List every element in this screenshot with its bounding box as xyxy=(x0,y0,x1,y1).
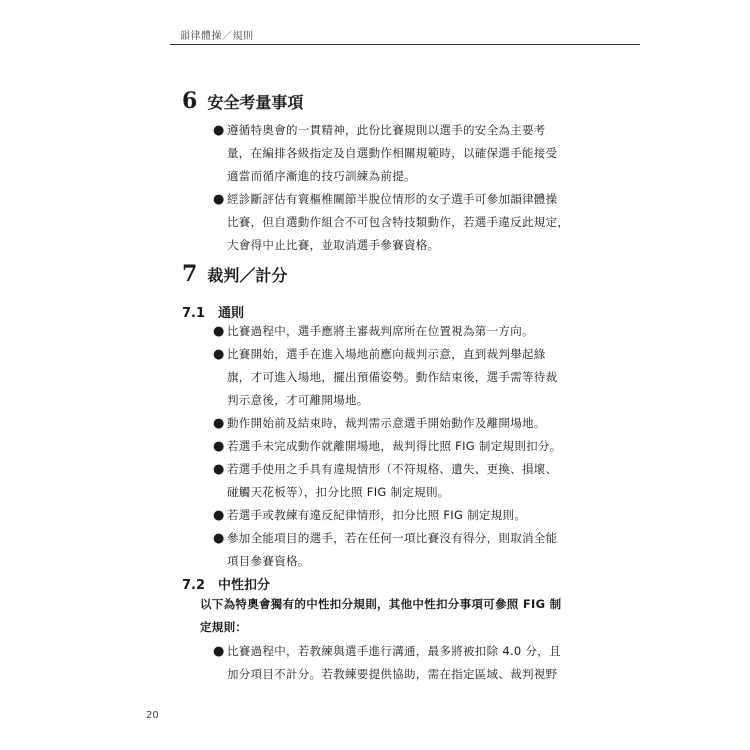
subsection-7-2-heading xyxy=(182,574,270,593)
bullet-icon: ● xyxy=(213,462,225,477)
section-7-title: 裁判／計分 xyxy=(207,266,288,285)
page-number: 20 xyxy=(146,710,159,721)
list-item: ● 若選手未完成動作就離開場地，裁判得比照 FIG 制定規則扣分。 xyxy=(227,435,562,458)
running-header: 韻律體操／規則 xyxy=(180,31,254,42)
list-item: ● 若選手或教練有違反紀律情形，扣分比照 FIG 制定規則。 xyxy=(227,504,562,527)
bullet-icon: ● xyxy=(213,508,225,523)
list-item: ● 若選手使用之手具有違規情形（不符規格、遺失、更換、損壞、 碰觸天花板等），扣分比照 FIG 制定規則。 xyxy=(227,458,562,504)
list-item: ● 經診斷評估有寰樞椎關節半脫位情形的女子選手可參加韻律體操 比賽，但自選動作組合不可包含特技類動作，若選手違反此規定， 大會得中止比賽，並取消選手參賽資格。 xyxy=(227,188,569,257)
bullet-icon: ● xyxy=(213,644,225,659)
bullet-icon: ● xyxy=(213,416,225,431)
subsection-7-1-heading xyxy=(182,302,244,321)
subsection-7-2-number: 7.2 xyxy=(182,578,206,593)
list-item: ● 參加全能項目的選手，若在任何一項比賽沒有得分，則取消全能 項目參賽資格。 xyxy=(227,527,562,573)
subsection-7-1-number: 7.1 xyxy=(182,306,206,321)
section-7-2-bullets xyxy=(213,640,561,686)
list-item: ● 比賽過程中，選手應將主審裁判席所在位置視為第一方向。 xyxy=(227,320,562,343)
subsection-7-2-intro: 以下為特奧會獨有的中性扣分規則，其他中性扣分事項可參照 FIG 制 定規則： xyxy=(200,597,562,634)
section-6-bullets xyxy=(213,119,570,257)
bullet-icon: ● xyxy=(213,192,225,207)
bullet-icon: ● xyxy=(213,324,225,339)
section-6-heading xyxy=(182,88,303,114)
section-7-1-bullets xyxy=(213,320,562,573)
list-item: ● 動作開始前及結束時，裁判需示意選手開始動作及離開場地。 xyxy=(227,412,562,435)
section-6-number: 6 xyxy=(182,88,198,114)
subsection-7-1-title: 通則 xyxy=(218,306,245,321)
section-7-heading xyxy=(182,261,287,287)
list-item: ● 比賽開始，選手在進入場地前應向裁判示意，直到裁判舉起綠 旗，才可進入場地，擺出預備姿勢。動作結束後，選手需等待裁 判示意後，才可離開場地。 xyxy=(227,343,562,412)
section-6-title: 安全考量事項 xyxy=(207,93,304,112)
list-item: ● 遵循特奧會的一貫精神，此份比賽規則以選手的安全為主要考 量，在編排各級指定及自選動作相關規範時，以確保選手能接受 適當而循序漸進的技巧訓練為前提。 xyxy=(227,119,569,188)
bullet-icon: ● xyxy=(213,123,225,138)
bullet-icon: ● xyxy=(213,531,225,546)
bullet-icon: ● xyxy=(213,439,225,454)
list-item: ● 比賽過程中，若教練與選手進行溝通，最多將被扣除 4.0 分，且 加分項目不計分。若教練要提供協助，需在指定區域、裁判視野 xyxy=(227,640,561,686)
subsection-7-2-title: 中性扣分 xyxy=(218,578,271,593)
bullet-icon: ● xyxy=(213,347,225,362)
section-7-number: 7 xyxy=(182,261,198,287)
